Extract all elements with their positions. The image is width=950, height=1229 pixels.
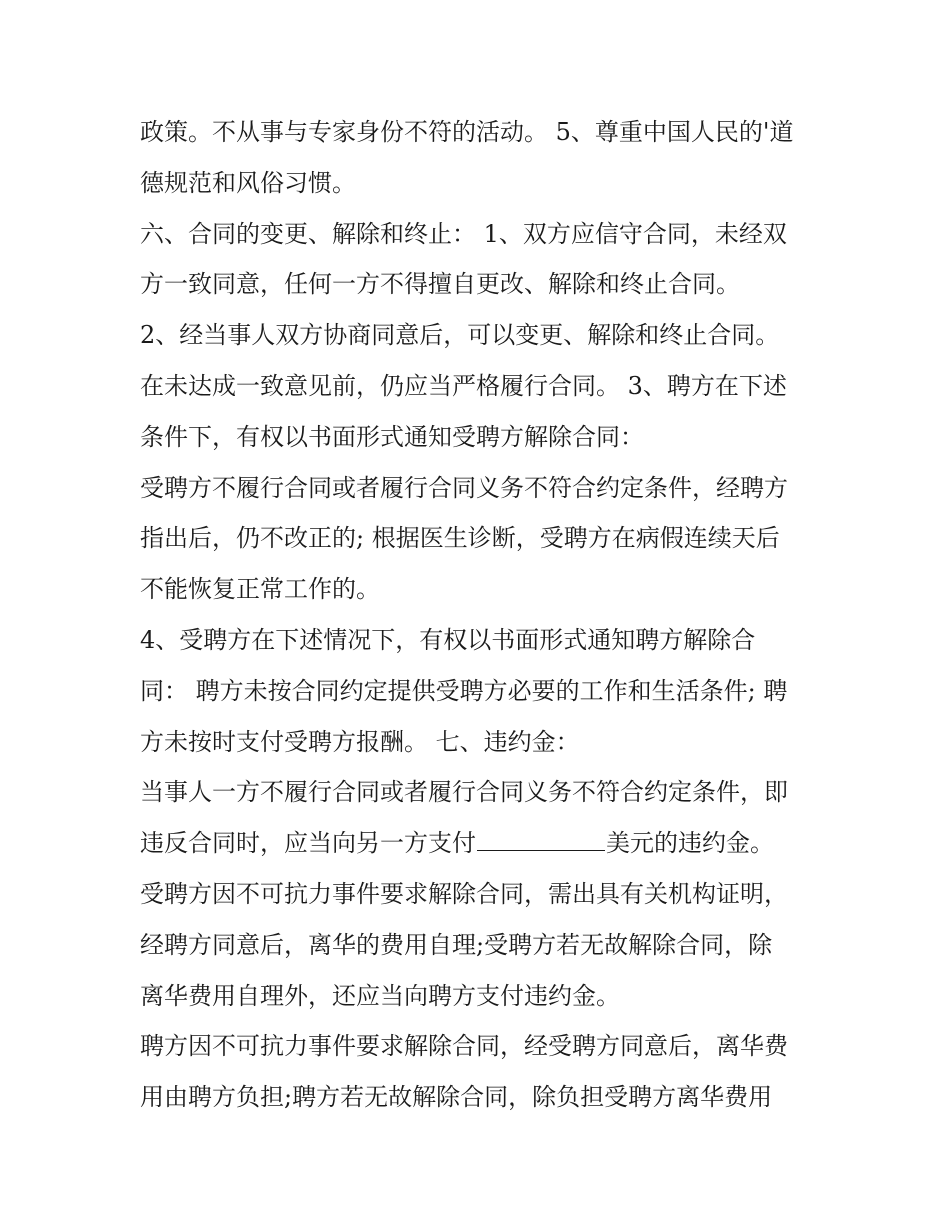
text-line-2: 德规范和风俗习惯。 (140, 168, 356, 197)
text-line-13: 方未按时支付受聘方报酬。 七、违约金： (140, 727, 580, 756)
text-line-3: 六、合同的变更、解除和终止： 1、双方应信守合同，未经双 (140, 219, 787, 248)
text-line-15-penalty (140, 818, 830, 869)
text-line-6: 在未达成一致意见前，仍应当严格履行合同。 3、聘方在下述 (140, 371, 787, 400)
text-line-10: 不能恢复正常工作的。 (140, 575, 380, 604)
text-line-12: 同： 聘方未按合同约定提供受聘方必要的工作和生活条件; 聘 (140, 676, 788, 705)
text-line-20: 用由聘方负担;聘方若无故解除合同，除负担受聘方离华费用 (140, 1083, 773, 1112)
text-line-9: 指出后，仍不改正的; 根据医生诊断，受聘方在病假连续天后 (140, 524, 780, 553)
text-line-14: 当事人一方不履行合同或者履行合同义务不符合约定条件，即 (140, 778, 788, 807)
text-line-8: 受聘方不履行合同或者履行合同义务不符合约定条件，经聘方 (140, 473, 788, 502)
amount-blank (477, 828, 605, 851)
text-line-18: 离华费用自理外，还应当向聘方支付违约金。 (140, 981, 620, 1010)
text-line-5: 2、经当事人双方协商同意后，可以变更、解除和终止合同。 (140, 321, 780, 350)
text-line-4: 方一致同意，任何一方不得擅自更改、解除和终止合同。 (140, 270, 740, 299)
contract-text (140, 107, 830, 1123)
text-line-1: 政策。不从事与专家身份不符的活动。 5、尊重中国人民的'道 (140, 118, 794, 146)
text-line-19: 聘方因不可抗力事件要求解除合同，经受聘方同意后，离华费 (140, 1032, 788, 1061)
text-line-17: 经聘方同意后，离华的费用自理;受聘方若无故解除合同，除 (140, 930, 773, 959)
text-line-16: 受聘方因不可抗力事件要求解除合同，需出具有关机构证明， (140, 879, 788, 908)
penalty-text-before: 违反合同时，应当向另一方支付 (140, 829, 476, 858)
text-line-11: 4、受聘方在下述情况下，有权以书面形式通知聘方解除合 (140, 625, 756, 654)
penalty-text-after: 美元的违约金。 (606, 829, 774, 858)
text-line-7: 条件下，有权以书面形式通知受聘方解除合同： (140, 422, 644, 451)
